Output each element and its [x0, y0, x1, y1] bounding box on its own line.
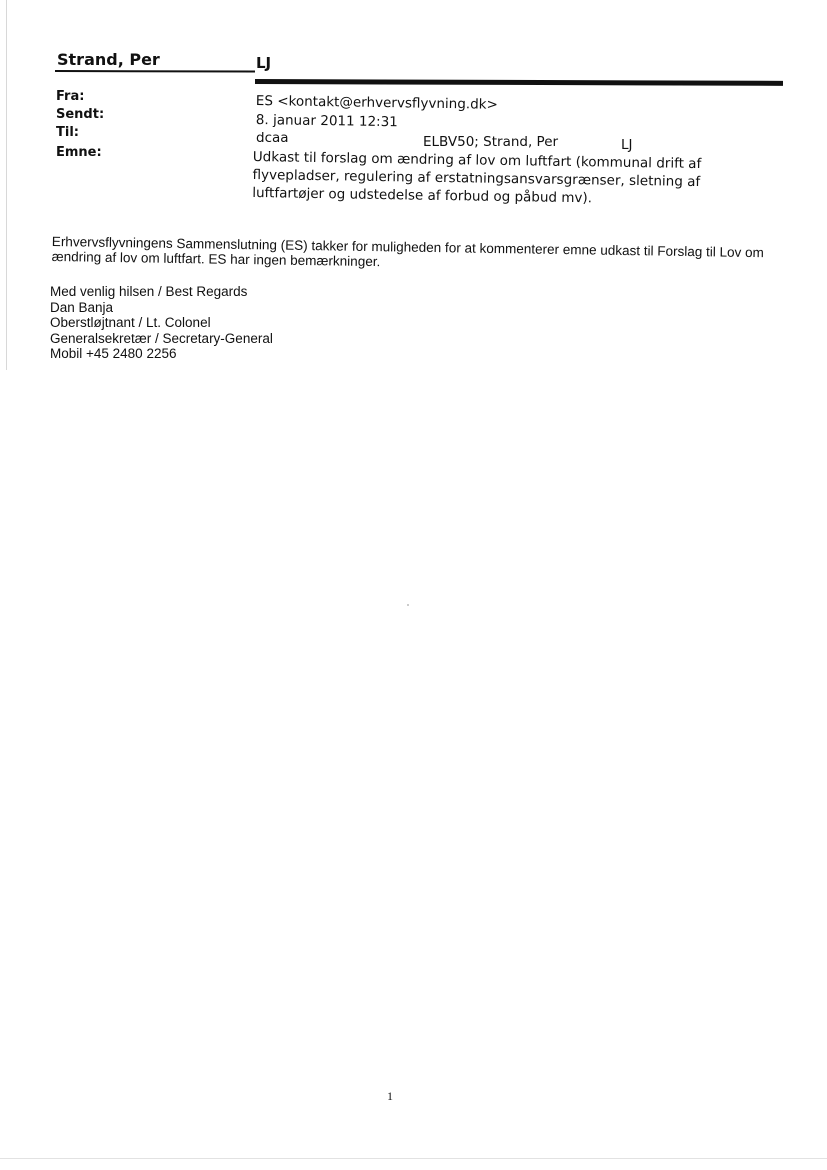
signature-rank: Oberstløjtnant / Lt. Colonel	[50, 315, 211, 331]
subject-value: Udkast til forslag om ændring af lov om luftfart (kommunal drift af flyvepladser, regulering af erstatningsansvarsgrænser, sletning af luftfartøjer og udstedelse af forbud og påbud mv).	[252, 148, 702, 207]
from-value: ES <kontakt@erhvervsflyvning.dk>	[255, 93, 498, 113]
scan-speck	[407, 604, 409, 606]
from-label: Fra:	[56, 89, 85, 104]
to-value-part3: LJ	[621, 137, 633, 153]
signature-phone: Mobil +45 2480 2256	[50, 346, 177, 362]
to-label: Til:	[56, 125, 79, 140]
subject-label: Emne:	[56, 145, 102, 160]
header-recipient-code: LJ	[256, 54, 272, 72]
header-rule-thin	[55, 70, 255, 73]
page-number: 1	[387, 1089, 393, 1103]
scan-edge-left	[6, 0, 7, 370]
body-paragraph: Erhvervsflyvningens Sammenslutning (ES) takker for muligheden for at kommenterer emne udkast til Forslag til Lov om ændring af lov om luftfart. ES har ingen bemærkninger.	[51, 234, 764, 270]
header-rule-thick	[255, 79, 783, 86]
signature-name: Dan Banja	[50, 299, 114, 315]
to-value-part2: ELBV50; Strand, Per	[423, 134, 559, 150]
header-recipient-name: Strand, Per	[57, 50, 160, 69]
signature-block	[50, 284, 273, 362]
sent-label: Sendt:	[56, 107, 105, 122]
signature-title: Generalsekretær / Secretary-General	[50, 330, 273, 346]
scan-edge-bottom	[0, 1158, 827, 1159]
to-value-part1: dcaa	[256, 130, 289, 146]
sent-value: 8. januar 2011 12:31	[255, 112, 398, 131]
signature-greeting: Med venlig hilsen / Best Regards	[50, 284, 248, 299]
